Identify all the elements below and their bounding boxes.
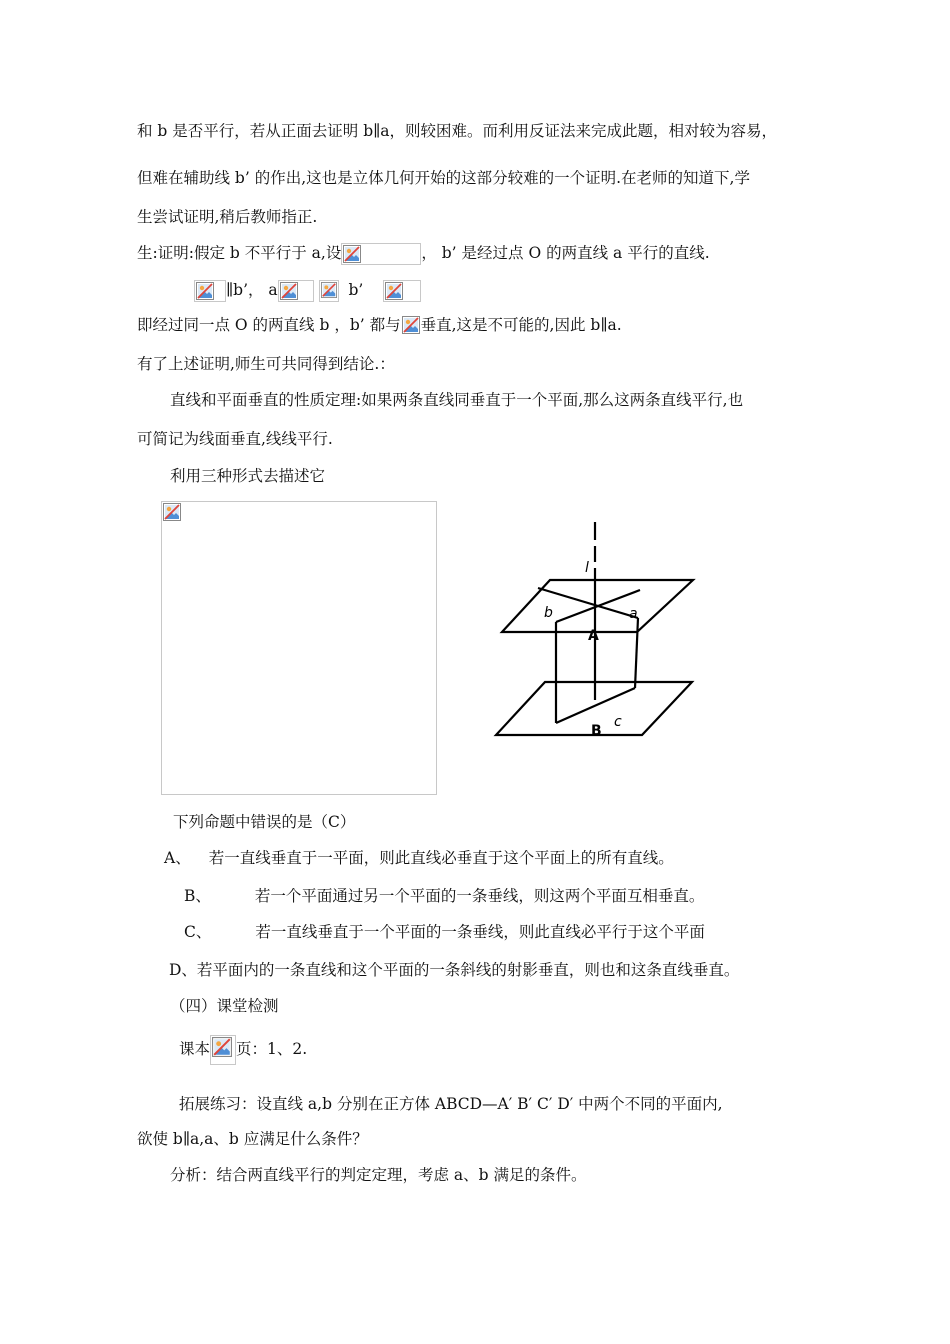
image-placeholder [401, 315, 421, 337]
label-a: a [629, 606, 638, 622]
analysis-line: 分析：结合两直线平行的判定定理，考虑 a、b 满足的条件。 [170, 1166, 587, 1184]
extension-line-1: 拓展练习：设直线 a,b 分别在正方体 ABCD—A′ B′ C′ D′ 中两个不同的平面内, [179, 1095, 723, 1113]
proof-text-start: 生:证明:假定 b 不平行于 a,设 [137, 244, 342, 262]
label-b: b [544, 605, 553, 621]
image-placeholder [194, 280, 226, 302]
proof-line-3 [137, 315, 622, 337]
proof-text-parallel: ∥b’， a [226, 281, 278, 299]
broken-image-icon [321, 282, 337, 298]
option-b-label: B、 [184, 887, 211, 905]
broken-image-icon [385, 282, 403, 300]
line-a [556, 590, 640, 622]
geometry-figure [490, 518, 700, 743]
theorem-line-1: 直线和平面垂直的性质定理:如果两条直线同垂直于一个平面,那么这两条直线平行,也 [170, 391, 744, 409]
option-b [184, 886, 704, 906]
proof-text-end: 垂直,这是不可能的,因此 b∥a. [420, 316, 622, 334]
question-title: 下列命题中错误的是（C） [173, 813, 356, 831]
broken-image-icon [280, 282, 298, 300]
proof-line-2 [194, 280, 421, 302]
option-b-text: 若一个平面通过另一个平面的一条垂线，则这两个平面互相垂直。 [254, 887, 705, 905]
textbook-text-start: 课本 [179, 1040, 211, 1058]
broken-image-icon [163, 503, 181, 521]
option-c [184, 922, 705, 942]
label-A: A [588, 628, 599, 644]
line-b [538, 588, 638, 618]
paragraph-line-1: 和 b 是否平行，若从正面去证明 b∥a，则较困难。而利用反证法来完成此题，相对较为容易， [137, 122, 778, 140]
image-placeholder [210, 1035, 236, 1065]
vertical-edge-right [635, 618, 638, 688]
option-c-label: C、 [184, 923, 212, 941]
label-c: c [614, 714, 622, 730]
label-B: B [591, 723, 602, 739]
image-placeholder [319, 280, 339, 302]
broken-image-icon [196, 282, 214, 300]
option-d: D、若平面内的一条直线和这个平面的一条斜线的射影垂直，则也和这条直线垂直。 [169, 961, 740, 979]
broken-image-icon [212, 1037, 232, 1057]
label-l: l [585, 560, 589, 576]
image-placeholder [341, 243, 421, 265]
theorem-line-2: 可简记为线面垂直,线线平行. [137, 430, 333, 448]
image-placeholder [278, 280, 314, 302]
option-a [164, 848, 674, 868]
image-placeholder-large [161, 501, 437, 795]
proof-text-start: 即经过同一点 O 的两直线 b ，b’ 都与 [137, 316, 401, 334]
proof-line-1 [137, 243, 710, 265]
paragraph-line-2: 但难在辅助线 b’ 的作出,这也是立体几何开始的这部分较难的一个证明.在老师的知道下,学 [137, 169, 750, 187]
broken-image-icon [343, 245, 361, 263]
option-c-text: 若一直线垂直于一个平面的一条垂线，则此直线必平行于这个平面 [255, 923, 705, 941]
extension-line-2: 欲使 b∥a,a、b 应满足什么条件？ [137, 1130, 368, 1148]
conclusion-line: 有了上述证明,师生可共同得到结论.： [137, 355, 395, 373]
proof-text-bprime: b’ [348, 281, 364, 299]
section-heading: （四）课堂检测 [170, 997, 279, 1015]
option-a-label: A、 [164, 849, 191, 867]
image-placeholder [383, 280, 421, 302]
paragraph-line-3: 生尝试证明,稍后教师指正. [137, 208, 318, 226]
option-a-text: 若一直线垂直于一平面，则此直线必垂直于这个平面上的所有直线。 [208, 849, 674, 867]
describe-line: 利用三种形式去描述它 [170, 467, 326, 485]
broken-image-icon [402, 316, 420, 334]
proof-text-end: ， b’ 是经过点 O 的两直线 a 平行的直线. [421, 244, 710, 262]
textbook-line [179, 1035, 307, 1065]
textbook-text-end: 页：1、2. [236, 1040, 308, 1058]
